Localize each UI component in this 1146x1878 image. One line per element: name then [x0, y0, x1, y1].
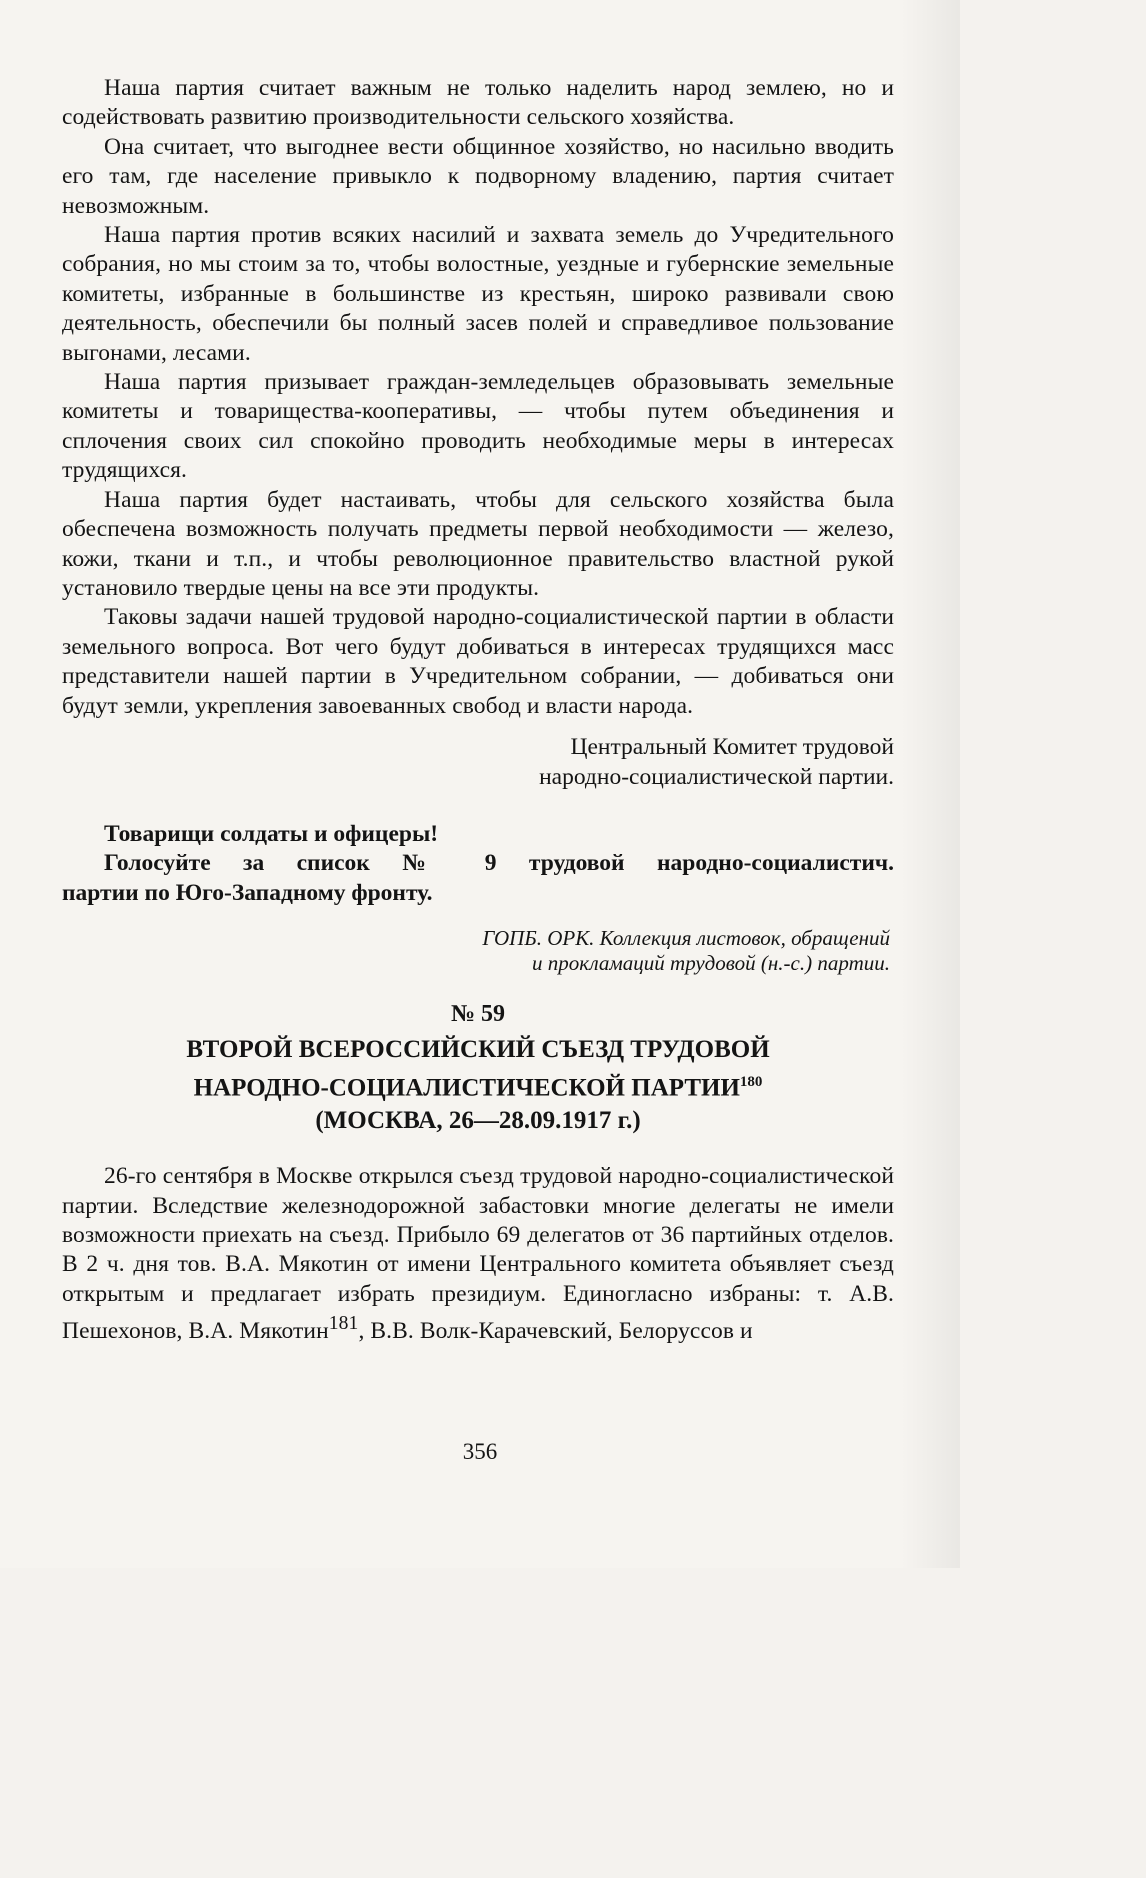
- body-footnote-ref[interactable]: 181: [328, 1313, 359, 1335]
- paragraph-5: Наша партия будет настаивать, чтобы для сельского хозяйства была обеспечена возможность получать предметы первой необходимости — железо, кожи, ткани и т.п., и чтобы революционное правительство властной рукой установило твердые цены на все эти продукты.: [62, 486, 894, 601]
- page-content: [62, 74, 894, 1347]
- signature: [62, 733, 894, 793]
- appeal-line-2: Голосуйте за список № 9 трудовой народно-социалистич.: [104, 850, 894, 877]
- signature-line-2: народно-социалистической партии.: [539, 763, 894, 790]
- paragraph-2: Она считает, что выгоднее вести общинное хозяйство, но насильно вводить его там, где население привыкло к подворному владению, партия считает невозможным.: [62, 133, 894, 219]
- source-citation: [62, 926, 894, 976]
- appeal-line-1: Товарищи солдаты и офицеры!: [104, 820, 439, 847]
- paragraph-3: Наша партия против всяких насилий и захвата земель до Учредительного собрания, но мы стоим за то, чтобы волостные, уездные и губернские земельные комитеты, избранные в большинстве из крестьян, широко развивали свою деятельность, обеспечили бы полный засев полей и справедливое пользование выгонами, лесами.: [62, 222, 894, 366]
- source-line-2: и прокламаций трудовой (н.-с.) партии.: [531, 950, 890, 975]
- title-line-2-text: НАРОДНО-СОЦИАЛИСТИЧЕСКОЙ ПАРТИИ: [193, 1074, 740, 1102]
- signature-line-1: Центральный Комитет трудовой: [570, 733, 894, 760]
- document-title: [62, 1033, 894, 1137]
- document-number: № 59: [450, 1000, 506, 1027]
- title-line-1: ВТОРОЙ ВСЕРОССИЙСКИЙ СЪЕЗД ТРУДОВОЙ: [186, 1035, 770, 1063]
- appeal-line-3: партии по Юго-Западному фронту.: [62, 880, 433, 907]
- body-paragraph: [62, 1162, 894, 1346]
- body-text-start: 26-го сентября в Москве открылся съезд трудовой народно-социалистической партии. Вследствие железнодорожной забастовки многие делегаты не имели возможности приехать на съезд. Прибыло 69 делегатов от 36 партийных отделов. В 2 ч. дня тов. В.А. Мякотин от имени Центрального комитета объявляет съезд открытым и предлагает избрать президиум. Единогласно избраны: т. А.В. Пешехонов, В.А. Мякотин: [62, 1163, 894, 1345]
- title-line-3: (МОСКВА, 26—28.09.1917 г.): [315, 1107, 641, 1135]
- source-line-1: ГОПБ. ОРК. Коллекция листовок, обращений: [482, 925, 890, 950]
- paragraph-6: Таковы задачи нашей трудовой народно-социалистической партии в области земельного вопроса. Вот чего будут добиваться в интересах трудящихся масс представители нашей партии в Учредительном собрании, — добиваться они будут земли, укрепления завоеванных свобод и власти народа.: [62, 604, 894, 719]
- page-number: 356: [462, 1439, 498, 1464]
- title-line-2: [62, 1066, 894, 1104]
- body-text-end: , В.В. Волк-Карачевский, Белоруссов и: [358, 1318, 753, 1345]
- paragraph-4: Наша партия призывает граждан-земледельцев образовывать земельные комитеты и товарищества-кооперативы, — чтобы путем объединения и сплочения своих сил спокойно проводить необходимые меры в интересах трудящихся.: [62, 369, 894, 484]
- title-footnote-ref[interactable]: 180: [739, 1073, 763, 1090]
- appeal-block: [62, 820, 894, 909]
- paragraph-1: Наша партия считает важным не только наделить народ землею, но и содействовать развитию производительности сельского хозяйства.: [62, 75, 894, 131]
- page-edge-shadow: [900, 0, 960, 1568]
